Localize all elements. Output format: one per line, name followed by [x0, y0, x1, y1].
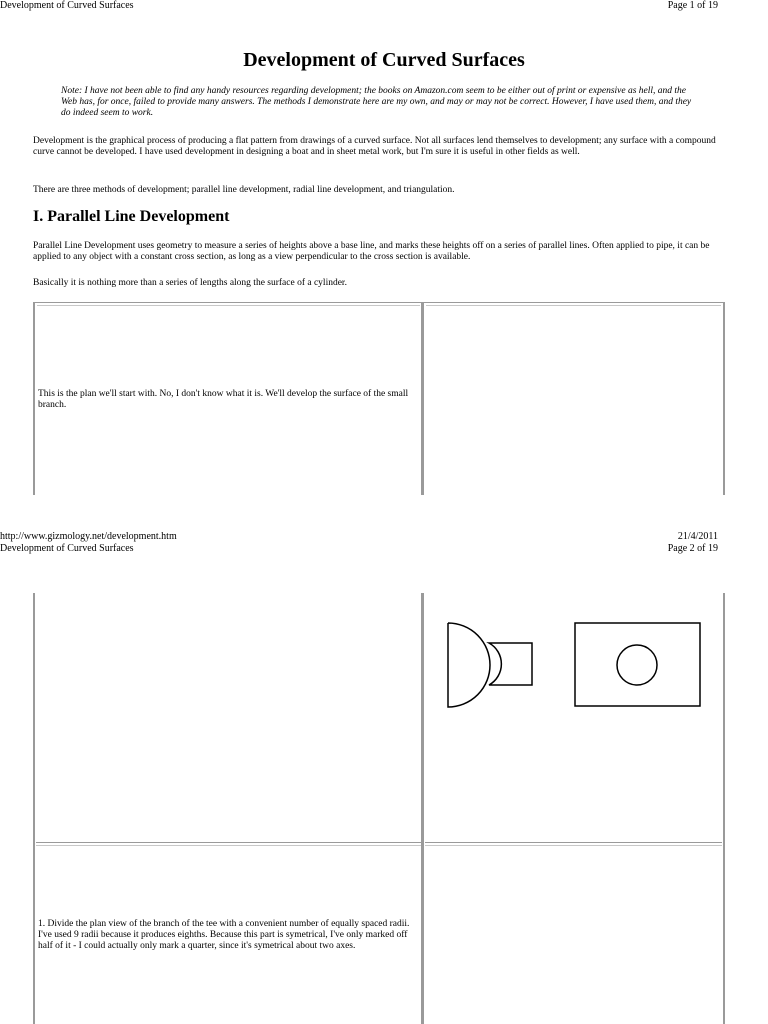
- intro-paragraph: Development is the graphical process of producing a flat pattern from drawings of a curved surface. Not all surfaces lend themselves to development; any surface with a compound curve cannot be developed. I have used development in designing a boat and in sheet metal work, but I'm sure it is useful in other fields as well.: [33, 136, 716, 157]
- section-heading-parallel-line: I. Parallel Line Development: [33, 208, 230, 225]
- page-title: Development of Curved Surfaces: [243, 49, 525, 71]
- table2-row-divider-left-b: [36, 845, 421, 846]
- table2-row-divider-right-b: [425, 845, 722, 846]
- table-divider: [421, 302, 424, 495]
- table2-divider: [421, 593, 424, 1024]
- page2-header-title: Development of Curved Surfaces: [0, 543, 134, 554]
- tee-front-rectangle: [575, 623, 700, 706]
- table-right-border: [723, 302, 725, 495]
- table2-right-border: [723, 593, 725, 1024]
- page2-header-page-number: Page 2 of 19: [667, 543, 718, 554]
- tee-branch-circle: [617, 645, 657, 685]
- cell-plan-text: This is the plan we'll start with. No, I don't know what it is. We'll develop the surface of the small branch.: [38, 389, 409, 410]
- cell-inner-top-right: [426, 305, 721, 306]
- tee-side-half-circle: [448, 623, 490, 707]
- table2-row-divider-right-a: [425, 842, 722, 843]
- table2-left-border: [33, 593, 35, 1024]
- page1-footer-date: 21/4/2011: [677, 531, 718, 542]
- section-paragraph-2: Basically it is nothing more than a series of lengths along the surface of a cylinder.: [33, 278, 347, 288]
- methods-paragraph: There are three methods of development; parallel line development, radial line development, and triangulation.: [33, 185, 455, 195]
- cell-step1-text: 1. Divide the plan view of the branch of the tee with a convenient number of equally spaced radii. I've used 9 radii because it produces eighths. Because this part is symetrical, I've only marked off half of it - I could actually only mark a quarter, since it's symetrical about two axes.: [38, 919, 410, 951]
- page1-header-page-number: Page 1 of 19: [667, 0, 718, 11]
- table2-row-divider-left-a: [36, 842, 421, 843]
- page1-header-title: Development of Curved Surfaces: [0, 0, 134, 11]
- section-paragraph-1: Parallel Line Development uses geometry to measure a series of heights above a base line, and marks these heights off on a series of parallel lines. Often applied to pipe, it can be applied to any object with a constant cross section, as long as a view perpendicular to the cross section is available.: [33, 241, 710, 262]
- page1-footer-url: http://www.gizmology.net/development.htm: [0, 531, 177, 542]
- cell-inner-top: [37, 305, 420, 306]
- author-note: Note: I have not been able to find any handy resources regarding development; the books on Amazon.com seem to be either out of print or expensive as hell, and the Web has, for once, failed to provide many answers. The methods I demonstrate here are my own, and may or may not be correct. However, I have used them, and they do indeed seem to work.: [61, 86, 692, 118]
- table-top-border: [33, 302, 725, 303]
- tee-plan-drawing: [440, 615, 710, 715]
- table-left-border: [33, 302, 35, 495]
- tee-branch-side: [489, 643, 532, 685]
